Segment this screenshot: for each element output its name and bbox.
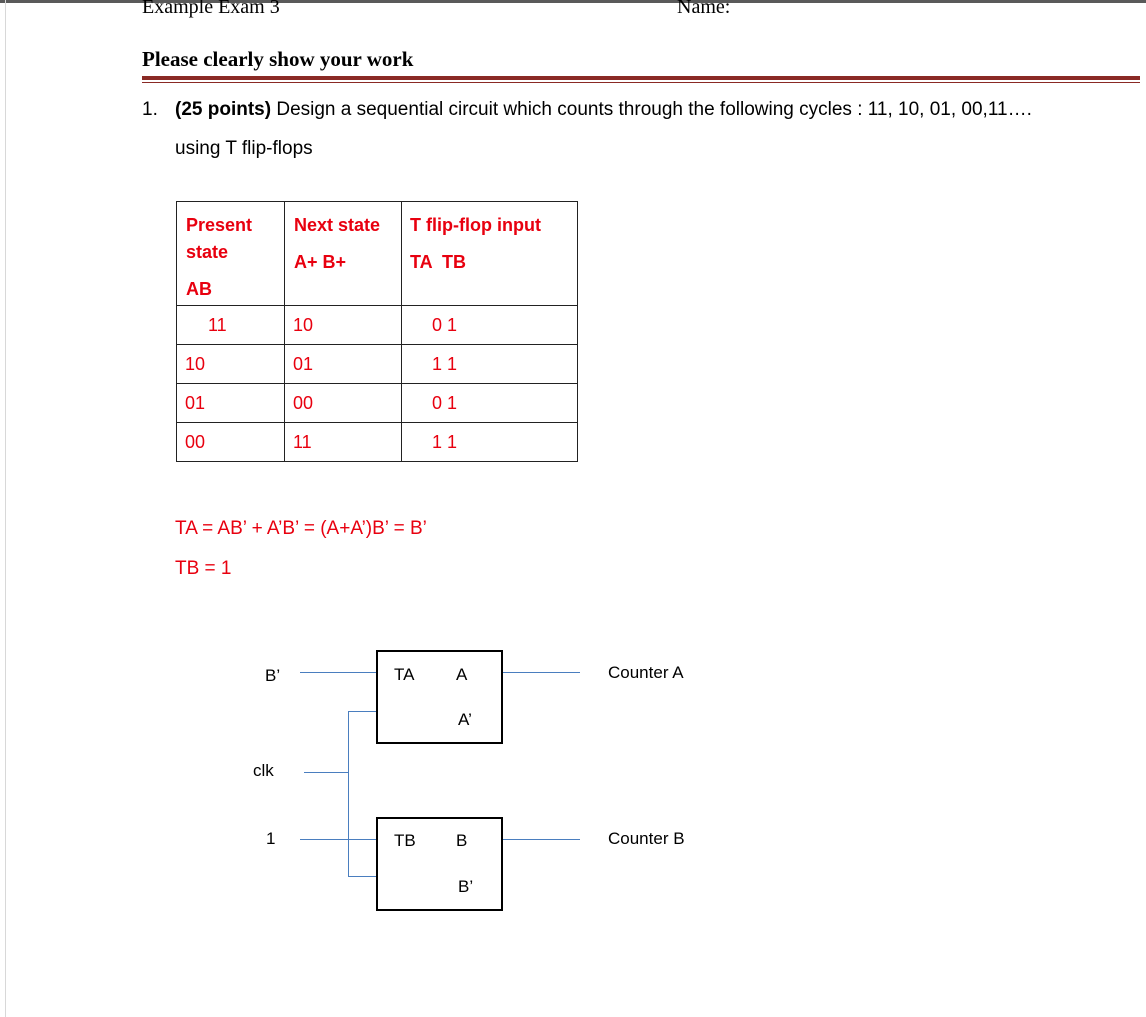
- header-tff-line2: TA TB: [410, 252, 466, 272]
- ff-b-input-label: TB: [394, 831, 416, 850]
- cell-tff: 1 1: [402, 423, 578, 462]
- header-present-state: [177, 202, 285, 306]
- header-next-state: [285, 202, 402, 306]
- table-row: [177, 306, 578, 345]
- header-next-line1: Next state: [294, 215, 381, 235]
- wire-b-output: [501, 839, 580, 840]
- heading-rule-thick: [142, 76, 1140, 80]
- wire-clk-to-ff-b: [348, 876, 378, 877]
- input-clk-label: clk: [253, 761, 274, 780]
- flip-flop-b: [376, 817, 503, 911]
- table-row: [177, 423, 578, 462]
- header-tff-line1: T flip-flop input: [410, 215, 541, 235]
- header-present-line3: AB: [186, 279, 212, 299]
- cell-present: 00: [177, 423, 285, 462]
- output-counter-b-label: Counter B: [608, 829, 685, 848]
- instructions-heading: Please clearly show your work: [142, 47, 414, 71]
- wire-clock-bus: [348, 711, 349, 877]
- question-text: [175, 99, 1032, 121]
- ff-b-q-label: B: [456, 831, 468, 850]
- cell-present: 10: [177, 345, 285, 384]
- question-body: Design a sequential circuit which counts through the following cycles : 11, 10, 01, 00,11….: [271, 99, 1032, 120]
- flip-flop-a: [376, 650, 503, 744]
- header-present-line2: state: [186, 242, 229, 262]
- wire-clk: [304, 772, 349, 773]
- question-points: (25 points): [175, 99, 272, 120]
- ff-b-qbar-label: B’: [458, 877, 474, 896]
- header-next-line2: A+ B+: [294, 252, 347, 272]
- exam-title: Example Exam 3: [142, 0, 280, 18]
- wire-one-to-tb: [300, 839, 378, 840]
- wire-b-prime-to-ta: [300, 672, 378, 673]
- equation-ta: TA = AB’ + A’B’ = (A+A’)B’ = B’: [175, 518, 427, 539]
- wire-a-output: [501, 672, 580, 673]
- table-header-row: [177, 202, 578, 306]
- output-counter-a-label: Counter A: [608, 663, 684, 682]
- cell-tff: 1 1: [402, 345, 578, 384]
- header-tff-input: [402, 202, 578, 306]
- cell-next: 00: [285, 384, 402, 423]
- table-row: [177, 384, 578, 423]
- question-text-line2: using T flip-flops: [175, 138, 313, 159]
- cell-present: 11: [177, 306, 285, 345]
- table-row: [177, 345, 578, 384]
- ff-a-q-label: A: [456, 665, 468, 684]
- cell-tff: 0 1: [402, 384, 578, 423]
- state-table: [176, 201, 578, 462]
- input-b-prime-label: B’: [265, 666, 281, 685]
- cell-next: 11: [285, 423, 402, 462]
- ff-a-qbar-label: A’: [458, 710, 472, 729]
- question-number: 1.: [142, 99, 158, 120]
- ff-a-input-label: TA: [394, 665, 415, 684]
- heading-rule-thin: [142, 82, 1140, 83]
- cell-tff: 0 1: [402, 306, 578, 345]
- equation-tb: TB = 1: [175, 558, 232, 579]
- name-field-label: Name:: [677, 0, 731, 18]
- page-left-edge: [5, 0, 6, 1017]
- header-present-line1: Present: [186, 215, 253, 235]
- cell-next: 10: [285, 306, 402, 345]
- wire-clk-to-ff-a: [348, 711, 378, 712]
- input-one-label: 1: [266, 829, 276, 848]
- cell-present: 01: [177, 384, 285, 423]
- cell-next: 01: [285, 345, 402, 384]
